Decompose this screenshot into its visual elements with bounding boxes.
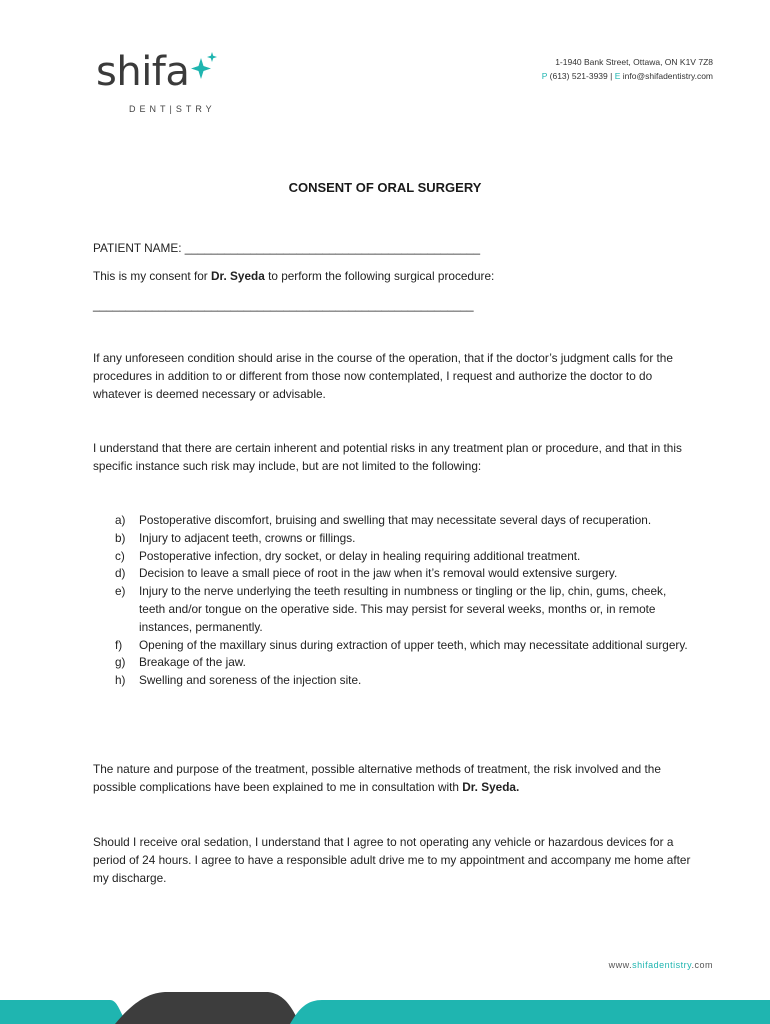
phone-number: (613) 521-3939 [549,71,608,81]
consent-sentence [93,267,693,285]
footer-website[interactable] [609,960,713,970]
paragraph-nature [93,760,693,796]
clinic-address: 1-1940 Bank Street, Ottawa, ON K1V 7Z8 [555,57,713,67]
list-item-label: c) [115,548,125,563]
list-item [115,583,690,636]
list-item [115,637,690,655]
patient-name-row [93,239,693,257]
shifa-logo [96,44,236,120]
phone-label: P [541,71,548,81]
procedure-line[interactable]: __________________________________________________________ [93,298,474,312]
url-suffix: .com [691,960,713,970]
list-item-label: a) [115,513,126,527]
list-item [115,530,690,548]
list-item [115,548,690,566]
paragraph-sedation: Should I receive oral sedation, I understand that I agree to not operating any vehicle or hazardous devices for a period of 24 hours. I agree to have a responsible adult drive me to my appointment and accompany me home after my discharge. [93,835,691,885]
list-item-label: f) [115,637,123,652]
list-item-text: Decision to leave a small piece of root in the jaw when it’s removal would extensive surgery. [139,566,618,581]
list-item [115,672,690,690]
patient-name-label: PATIENT NAME: [93,241,185,255]
list-item-label: g) [115,655,126,670]
risk-list [115,512,690,690]
email-label: E [614,71,621,81]
paragraph-risks: I understand that there are certain inherent and potential risks in any treatment plan or procedure, and that in this specific instance such risk may include, but are not limited to the following: [93,441,682,473]
document-title: CONSENT OF ORAL SURGERY [288,180,482,195]
list-item [115,512,690,530]
list-item-text: Swelling and soreness of the injection site. [139,673,362,688]
list-item-text: Postoperative infection, dry socket, or delay in healing requiring additional treatment. [139,548,581,563]
paragraph-nature-text: The nature and purpose of the treatment, possible alternative methods of treatment, the risk involved and the possible complications have been explained to me in consultation with [93,762,661,794]
list-item-text: Breakage of the jaw. [139,655,246,670]
list-item-label: h) [115,673,126,688]
doctor-name: Dr. Syeda [211,269,265,283]
contact-line [542,69,713,83]
logo-subtitle: DENT|STRY [129,104,216,114]
list-item-text: Injury to adjacent teeth, crowns or fillings. [139,530,356,545]
list-item-text: Postoperative discomfort, bruising and swelling that may necessitate several days of recuperation. [139,513,652,527]
consent-suffix: to perform the following surgical procedure: [264,269,495,283]
consent-prefix: This is my consent for [93,269,212,283]
list-item-label: b) [115,530,126,545]
doctor-name: Dr. Syeda. [462,780,520,794]
list-item [115,565,690,583]
list-item-text: Injury to the nerve underlying the teeth resulting in numbness or tingling or the lip, chin, gums, cheek, teeth and/or tongue on the operative side. This may persist for several weeks, months or, in remote instances, permanently. [139,584,667,634]
list-item-label: d) [115,566,126,581]
paragraph-unforeseen: If any unforeseen condition should arise in the course of the operation, that if the doctor’s judgment calls for the procedures in addition to or different from those now contemplated, I request and authorize the doctor to do whatever is deemed necessary or advisable. [93,351,673,401]
list-item-text: Opening of the maxillary sinus during extraction of upper teeth, which may necessitate additional surgery. [139,637,688,652]
url-brand: shifadentistry [632,960,692,970]
footer-band [0,986,770,1024]
url-prefix: www. [608,960,633,970]
patient-name-line[interactable]: _____________________________________________ [184,241,481,255]
email-address: info@shifadentistry.com [622,71,713,81]
sparkle-icon [190,52,220,82]
list-item-label: e) [115,584,126,599]
list-item [115,654,690,672]
logo-wordmark: shifa [96,49,190,95]
contact-separator: | [610,71,613,81]
contact-block [542,55,713,83]
